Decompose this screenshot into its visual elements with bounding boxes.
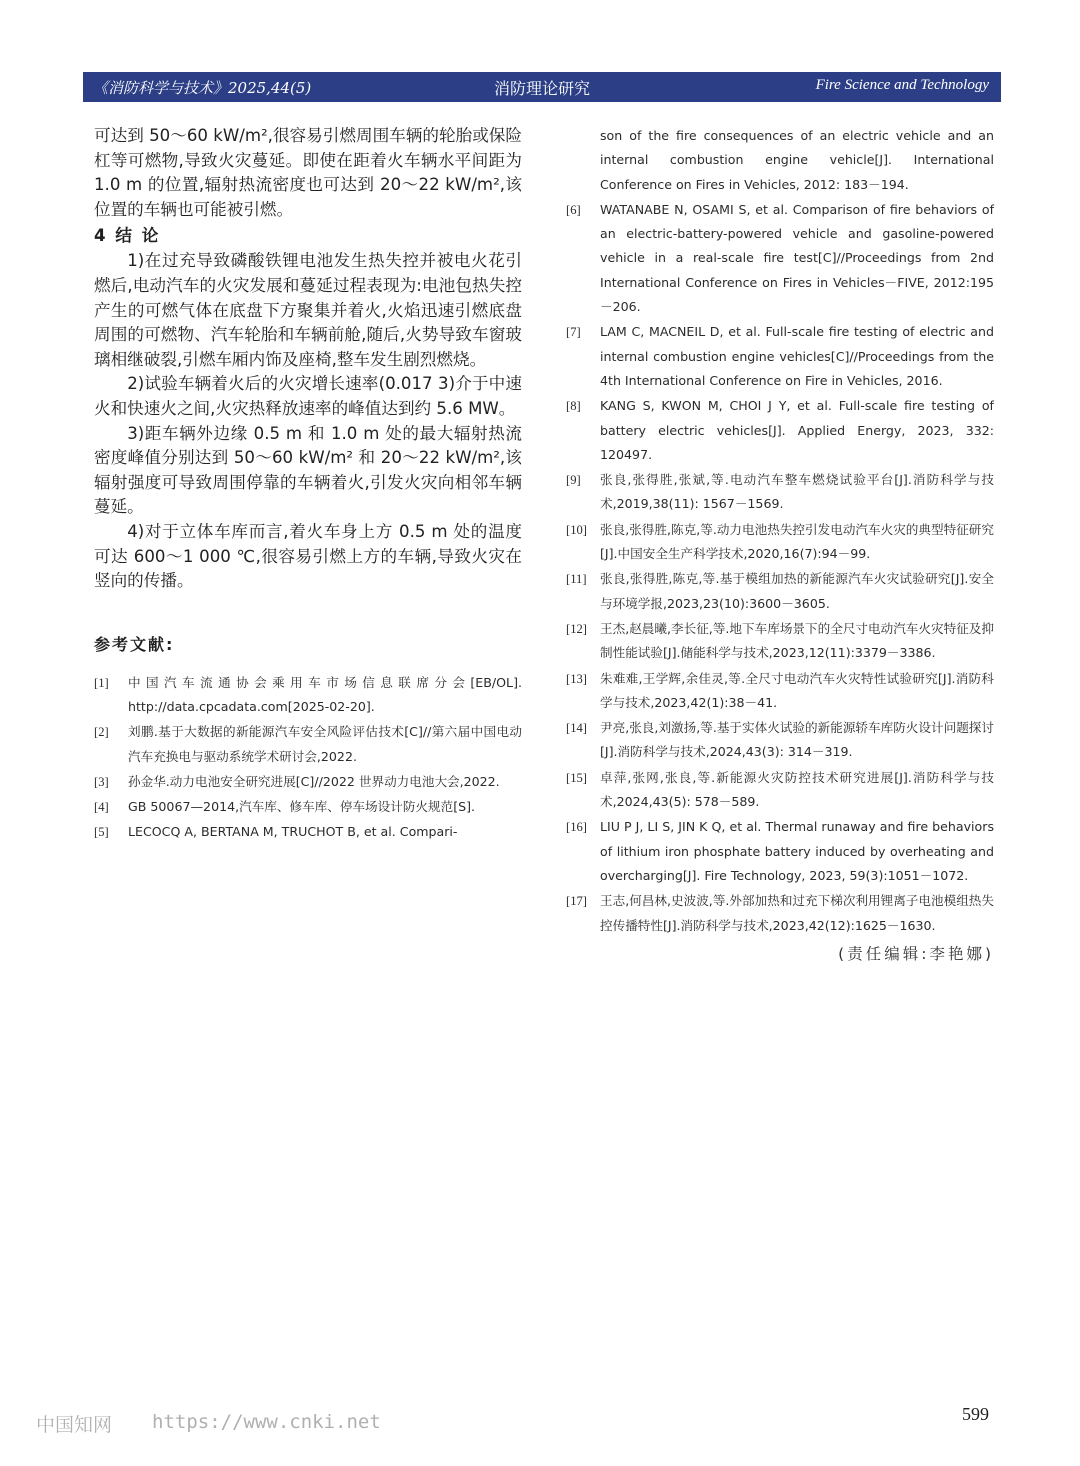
reference-item bbox=[566, 667, 994, 716]
reference-number: [3] bbox=[94, 774, 109, 789]
reference-number: [6] bbox=[566, 202, 581, 217]
section-title: 4 结 论 bbox=[94, 226, 161, 246]
reference-number: [17] bbox=[566, 894, 587, 909]
reference-text: 孙金华.动力电池安全研究进展[C]//2022 世界动力电池大会,2022. bbox=[128, 773, 500, 789]
reference-item bbox=[566, 518, 994, 567]
reference-text: LIU P J, LI S, JIN K Q, et al. Thermal runaway and fire behaviors of lithium iron phosphate battery induced by overheating and overcharging[J]. Fire Technology, 2023, 59(3):1051－1072. bbox=[600, 819, 994, 883]
left-column bbox=[94, 124, 522, 846]
cnki-watermark-url: https://www.cnki.net bbox=[152, 1411, 381, 1433]
reference-text: son of the fire consequences of an electric vehicle and an internal combustion engine vehicle[J]. International Conference on Fires in Vehicles, 2012: 183－194. bbox=[600, 128, 994, 192]
right-column bbox=[566, 124, 994, 964]
reference-text: LAM C, MACNEIL D, et al. Full-scale fire testing of electric and internal combustion engine vehicles[C]//Proceedings from the 4th International Conference on Fire in Vehicles, 2016. bbox=[600, 324, 994, 388]
reference-item bbox=[566, 889, 994, 938]
reference-text: LECOCQ A, BERTANA M, TRUCHOT B, et al. Compari- bbox=[128, 824, 458, 840]
reference-text: WATANABE N, OSAMI S, et al. Comparison of fire behaviors of an electric-battery-powered vehicle and gasoline-powered vehicle in a real-scale fire test[C]//Proceedings from 2nd International Conference on Fires in Vehicles－FIVE, 2012:195－206. bbox=[600, 201, 994, 315]
reference-number: [2] bbox=[94, 725, 109, 740]
reference-item bbox=[566, 617, 994, 666]
reference-item bbox=[566, 394, 994, 467]
reference-number: [16] bbox=[566, 820, 587, 835]
reference-item bbox=[566, 766, 994, 815]
reference-number: [7] bbox=[566, 325, 581, 340]
conclusion-2: 2)试验车辆着火后的火灾增长速率(0.017 3)介于中速火和快速火之间,火灾热释放速率的峰值达到约 5.6 MW。 bbox=[94, 374, 522, 418]
reference-text: 卓萍,张网,张良,等.新能源火灾防控技术研究进展[J].消防科学与技术,2024,43(5): 578－589. bbox=[600, 769, 994, 810]
reference-text: 尹亮,张良,刘激扬,等.基于实体火试验的新能源轿车库防火设计问题探讨[J].消防科学与技术,2024,43(3): 314－319. bbox=[600, 720, 994, 760]
reference-text: 张良,张得胜,张斌,等.电动汽车整车燃烧试验平台[J].消防科学与技术,2019,38(11): 1567－1569. bbox=[600, 472, 994, 512]
journal-english-name: Fire Science and Technology bbox=[815, 77, 989, 93]
reference-item bbox=[94, 770, 522, 794]
conclusion-1: 1)在过充导致磷酸铁锂电池发生热失控并被电火花引燃后,电动汽车的火灾发展和蔓延过程表现为:电池包热失控产生的可燃气体在底盘下方聚集并着火,火焰迅速引燃底盘周围的可燃物、汽车轮胎和车辆前舱,随后,火势导致车窗玻璃相继破裂,引燃车厢内饰及座椅,整车发生剧烈燃烧。 bbox=[94, 251, 522, 369]
journal-citation: 《消防科学与技术》2025,44(5) bbox=[93, 79, 312, 97]
reference-text: 张良,张得胜,陈克,等.动力电池热失控引发电动汽车火灾的典型特征研究[J].中国安全生产科学技术,2020,16(7):94－99. bbox=[600, 521, 994, 562]
reference-item bbox=[566, 468, 994, 517]
reference-number: [5] bbox=[94, 825, 109, 840]
reference-item bbox=[566, 567, 994, 616]
reference-number: [13] bbox=[566, 671, 587, 686]
intro-paragraph: 可达到 50～60 kW/m²,很容易引燃周围车辆的轮胎或保险杠等可燃物,导致火灾蔓延。即使在距着火车辆水平间距为 1.0 m 的位置,辐射热流密度也可达到 20～22 kW/m²,该位置的车辆也可能被引燃。 bbox=[94, 126, 522, 219]
reference-item bbox=[94, 671, 522, 720]
reference-number: [14] bbox=[566, 721, 587, 736]
reference-text: KANG S, KWON M, CHOI J Y, et al. Full-scale fire testing of battery electric vehicles[J]. Applied Energy, 2023, 332: 120497. bbox=[600, 398, 994, 462]
page-number: 599 bbox=[962, 1404, 989, 1424]
conclusion-3: 3)距车辆外边缘 0.5 m 和 1.0 m 处的最大辐射热流密度峰值分别达到 50～60 kW/m² 和 20～22 kW/m²,该辐射强度可导致周围停靠的车辆着火,引发火灾向相邻车辆蔓延。 bbox=[94, 423, 522, 517]
reference-text: 中国汽车流通协会乘用车市场信息联席分会[EB/OL]. http://data.cpcadata.com[2025-02-20]. bbox=[128, 674, 522, 714]
reference-item bbox=[94, 720, 522, 769]
reference-item bbox=[566, 320, 994, 393]
reference-text: 张良,张得胜,陈克,等.基于模组加热的新能源汽车火灾试验研究[J].安全与环境学报,2023,23(10):3600－3605. bbox=[600, 571, 994, 611]
body-text bbox=[94, 124, 522, 594]
reference-item bbox=[94, 795, 522, 819]
reference-number: [9] bbox=[566, 473, 581, 488]
reference-number: [12] bbox=[566, 621, 587, 636]
reference-text: 朱难难,王学辉,余佳灵,等.全尺寸电动汽车火灾特性试验研究[J].消防科学与技术,2023,42(1):38－41. bbox=[600, 670, 994, 710]
reference-item-continued bbox=[566, 124, 994, 197]
journal-header-bar bbox=[83, 72, 1001, 102]
editor-credit: (责任编辑:李艳娜) bbox=[838, 944, 994, 963]
references-title: 参考文献: bbox=[94, 634, 175, 654]
reference-number: [1] bbox=[94, 675, 109, 690]
reference-item bbox=[566, 815, 994, 888]
reference-item bbox=[566, 716, 994, 765]
conclusion-4: 4)对于立体车库而言,着火车身上方 0.5 m 处的温度可达 600～1 000 ℃,很容易引燃上方的车辆,导致火灾在竖向的传播。 bbox=[94, 521, 522, 591]
reference-number: [10] bbox=[566, 522, 587, 537]
reference-text: GB 50067—2014,汽车库、修车库、停车场设计防火规范[S]. bbox=[128, 799, 476, 815]
section-name: 消防理论研究 bbox=[493, 79, 590, 98]
reference-text: 刘鹏.基于大数据的新能源汽车安全风险评估技术[C]//第六届中国电动汽车充换电与驱动系统学术研讨会,2022. bbox=[128, 724, 522, 764]
reference-item bbox=[566, 198, 994, 319]
reference-item bbox=[94, 820, 522, 844]
reference-list-left bbox=[94, 671, 522, 845]
reference-number: [15] bbox=[566, 770, 587, 785]
reference-text: 王杰,赵晨曦,李长征,等.地下车库场景下的全尺寸电动汽车火灾特征及抑制性能试验[J].储能科学与技术,2023,12(11):3379－3386. bbox=[600, 620, 994, 661]
reference-number: [11] bbox=[566, 572, 587, 587]
cnki-watermark-brand: 中国知网 bbox=[36, 1414, 113, 1436]
reference-text: 王志,何昌林,史波波,等.外部加热和过充下梯次利用锂离子电池模组热失控传播特性[J].消防科学与技术,2023,42(12):1625－1630. bbox=[600, 893, 994, 933]
reference-list-right bbox=[566, 124, 994, 938]
reference-number: [4] bbox=[94, 800, 109, 815]
reference-number: [8] bbox=[566, 399, 581, 414]
